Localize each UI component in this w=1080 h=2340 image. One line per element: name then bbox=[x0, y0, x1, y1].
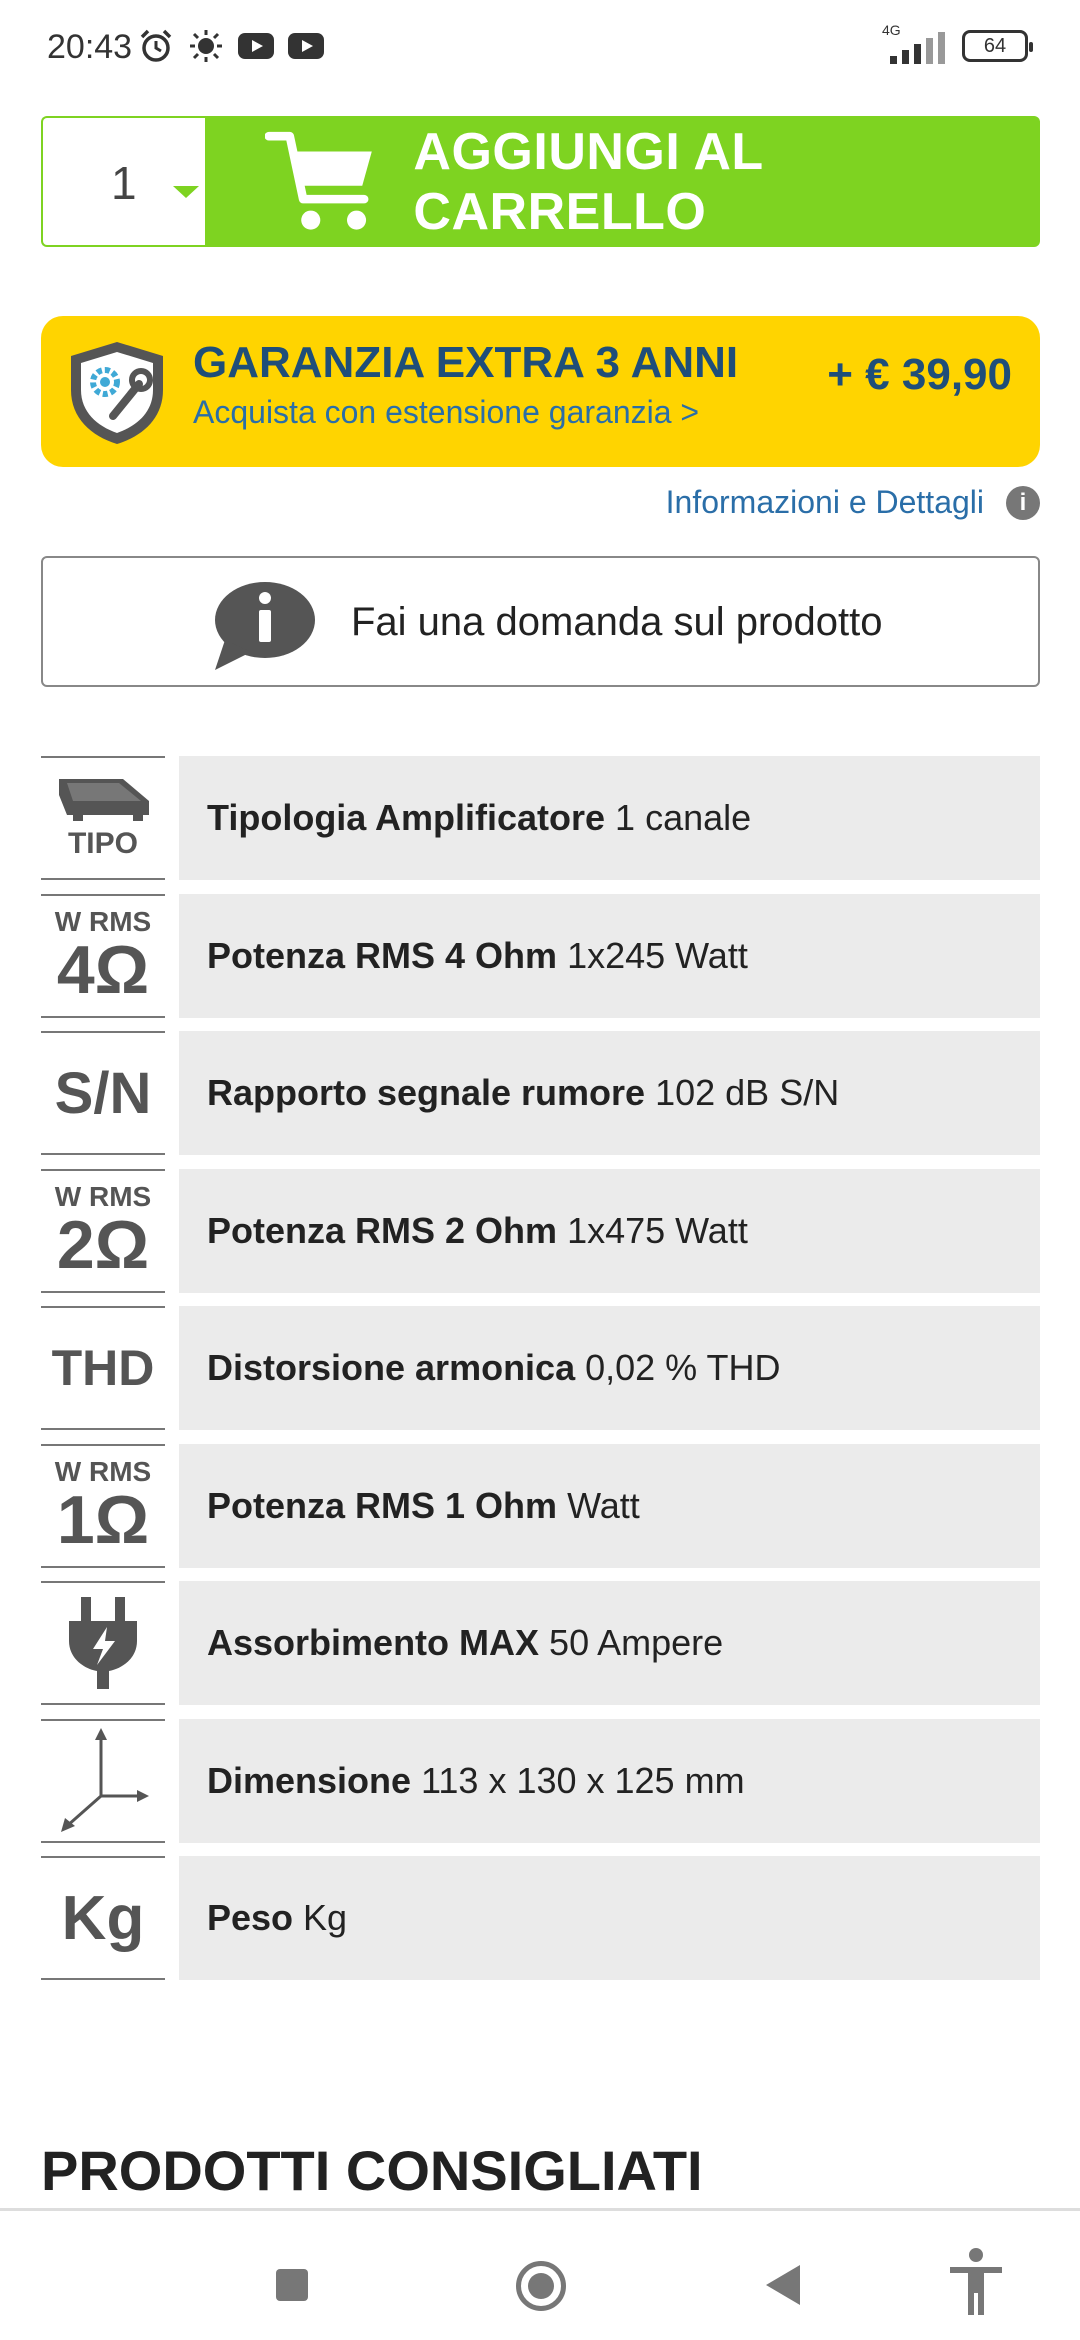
wrms-2ohm-icon: W RMS 2Ω bbox=[41, 1169, 165, 1293]
add-to-cart-button[interactable] bbox=[205, 116, 1040, 247]
warranty-shield-icon bbox=[65, 338, 169, 448]
info-icon[interactable]: i bbox=[1006, 486, 1040, 520]
network-label: 4G bbox=[882, 22, 901, 38]
signal-icon bbox=[882, 22, 948, 64]
wrms-1ohm-icon: W RMS 1Ω bbox=[41, 1444, 165, 1568]
info-details-row[interactable] bbox=[666, 484, 1040, 521]
status-icons-left bbox=[138, 28, 324, 64]
add-to-cart-label: AGGIUNGI AL CARRELLO bbox=[413, 122, 763, 241]
shopping-cart-icon bbox=[265, 124, 379, 239]
warranty-title: GARANZIA EXTRA 3 ANNI bbox=[193, 338, 739, 387]
accessibility-icon[interactable] bbox=[948, 2247, 1004, 2317]
power-plug-icon bbox=[41, 1581, 165, 1705]
amplifier-type-icon: TIPO bbox=[41, 756, 165, 880]
youtube-icon bbox=[288, 33, 324, 59]
spec-row bbox=[41, 756, 1040, 894]
spec-row bbox=[41, 1306, 1040, 1444]
spec-text: Rapporto segnale rumore 102 dB S/N bbox=[179, 1031, 1040, 1155]
navigation-bar bbox=[0, 2208, 1080, 2340]
status-bar bbox=[0, 0, 1080, 100]
back-triangle-icon[interactable] bbox=[766, 2265, 800, 2305]
recents-square-icon[interactable] bbox=[276, 2269, 308, 2301]
spec-row bbox=[41, 1169, 1040, 1307]
spec-row bbox=[41, 1856, 1040, 1994]
spec-text: Distorsione armonica 0,02 % THD bbox=[179, 1306, 1040, 1430]
ask-question-button[interactable] bbox=[41, 556, 1040, 687]
quantity-select[interactable] bbox=[41, 116, 205, 247]
recommended-products-title: PRODOTTI CONSIGLIATI bbox=[41, 2139, 703, 2202]
quantity-value: 1 bbox=[111, 157, 137, 209]
spec-text: Potenza RMS 1 Ohm Watt bbox=[179, 1444, 1040, 1568]
info-details-link[interactable]: Informazioni e Dettagli bbox=[665, 484, 984, 520]
weight-icon: Kg bbox=[41, 1856, 165, 1980]
spec-row bbox=[41, 1581, 1040, 1719]
status-time: 20:43 bbox=[47, 28, 133, 66]
add-to-cart-row bbox=[41, 116, 1040, 247]
spec-text: Dimensione 113 x 130 x 125 mm bbox=[179, 1719, 1040, 1843]
speech-bubble-info-icon bbox=[211, 580, 317, 672]
warranty-link[interactable]: Acquista con estensione garanzia > bbox=[193, 394, 700, 430]
spec-list bbox=[41, 756, 1040, 1994]
spec-row bbox=[41, 1444, 1040, 1582]
spec-text: Tipologia Amplificatore 1 canale bbox=[179, 756, 1040, 880]
brightness-icon bbox=[188, 28, 224, 64]
thd-icon: THD bbox=[41, 1306, 165, 1430]
spec-row bbox=[41, 1719, 1040, 1857]
status-icons-right bbox=[882, 22, 1028, 64]
warranty-price: + € 39,90 bbox=[827, 350, 1012, 399]
spec-text: Potenza RMS 4 Ohm 1x245 Watt bbox=[179, 894, 1040, 1018]
wrms-4ohm-icon: W RMS 4Ω bbox=[41, 894, 165, 1018]
signal-noise-icon: S/N bbox=[41, 1031, 165, 1155]
spec-row bbox=[41, 894, 1040, 1032]
spec-row bbox=[41, 1031, 1040, 1169]
battery-level: 64 bbox=[983, 34, 1007, 57]
ask-question-label: Fai una domanda sul prodotto bbox=[351, 600, 883, 644]
battery-icon bbox=[962, 30, 1028, 62]
spec-text: Peso Kg bbox=[179, 1856, 1040, 1980]
chevron-down-icon bbox=[173, 186, 199, 198]
spec-text: Potenza RMS 2 Ohm 1x475 Watt bbox=[179, 1169, 1040, 1293]
alarm-icon bbox=[138, 28, 174, 64]
extra-warranty-banner[interactable] bbox=[41, 316, 1040, 467]
dimensions-axes-icon bbox=[41, 1719, 165, 1843]
youtube-icon bbox=[238, 33, 274, 59]
spec-text: Assorbimento MAX 50 Ampere bbox=[179, 1581, 1040, 1705]
home-circle-icon[interactable] bbox=[516, 2261, 566, 2311]
